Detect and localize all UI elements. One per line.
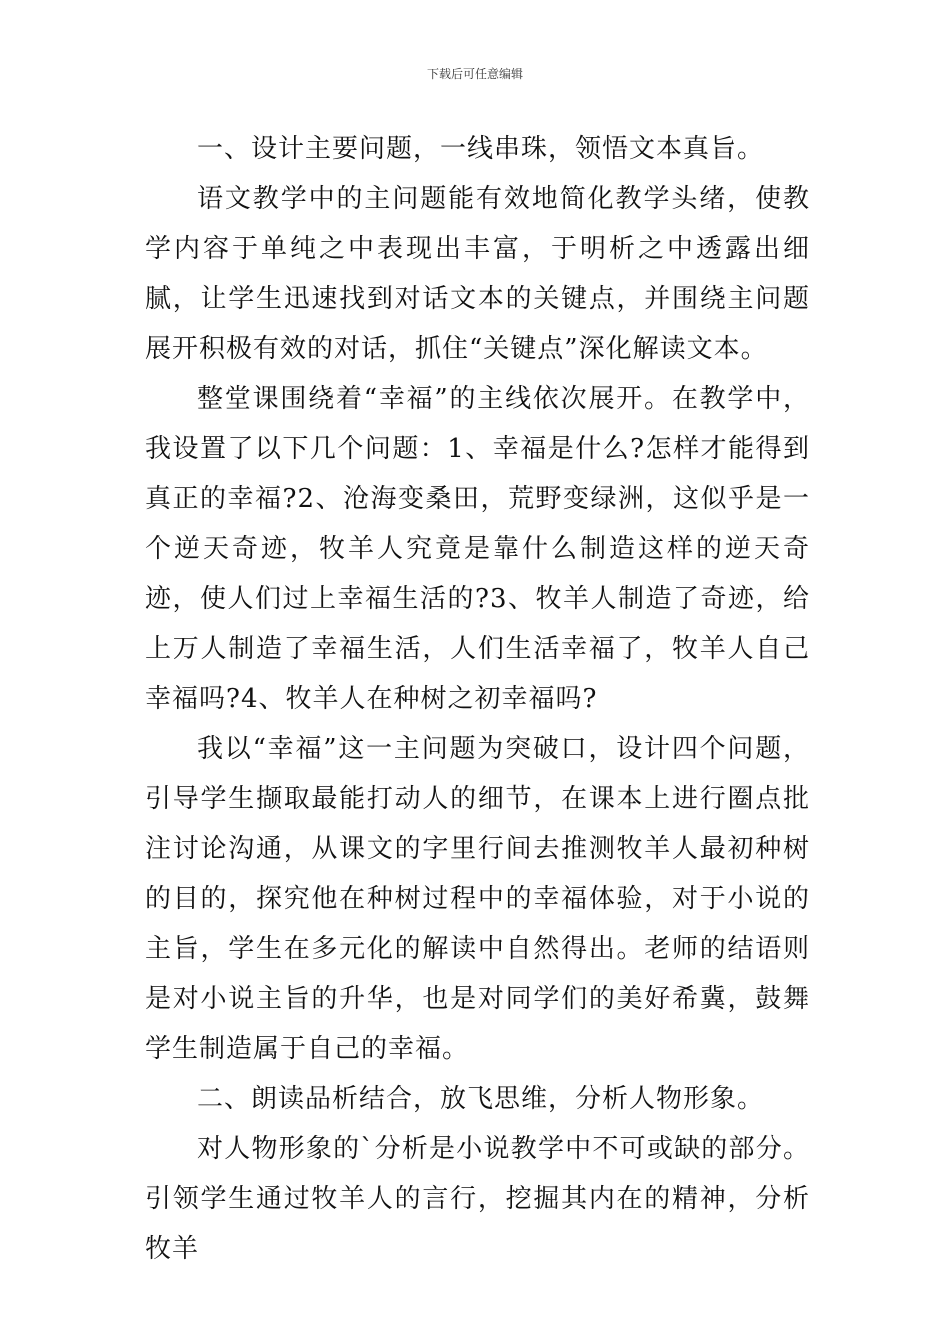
section-heading-2: 二、朗读品析结合，放飞思维，分析人物形象。	[197, 1084, 765, 1114]
page-header: 下载后可任意编辑	[426, 67, 523, 81]
paragraph: 我以“幸福”这一主问题为突破口，设计四个问题，引导学生撷取最能打动人的细节，在课本上进行圈点批注讨论沟通，从课文的字里行间去推测牧羊人最初种树的目的，探究他在种树过程中的幸福体验，对于小说的主旨，学生在多元化的解读中自然得出。老师的结语则是对小说主旨的升华，也是对同学们的美好希冀，鼓舞学生制造属于自己的幸福。	[145, 734, 810, 1064]
document-body	[145, 124, 810, 1274]
paragraph: 整堂课围绕着“幸福”的主线依次展开。在教学中，我设置了以下几个问题：1、幸福是什么?怎样才能得到真正的幸福?2、沧海变桑田，荒野变绿洲，这似乎是一个逆天奇迹，牧羊人究竟是靠什么制造这样的逆天奇迹，使人们过上幸福生活的?3、牧羊人制造了奇迹，给上万人制造了幸福生活，人们生活幸福了，牧羊人自己幸福吗?4、牧羊人在种树之初幸福吗?	[145, 384, 810, 714]
paragraph: 语文教学中的主问题能有效地简化教学头绪，使教学内容于单纯之中表现出丰富，于明析之中透露出细腻，让学生迅速找到对话文本的关键点，并围绕主问题展开积极有效的对话，抓住“关键点”深化解读文本。	[145, 184, 810, 364]
paragraph: 对人物形象的`分析是小说教学中不可或缺的部分。引领学生通过牧羊人的言行，挖掘其内在的精神，分析牧羊	[145, 1134, 810, 1264]
section-heading-1: 一、设计主要问题，一线串珠，领悟文本真旨。	[197, 134, 765, 164]
